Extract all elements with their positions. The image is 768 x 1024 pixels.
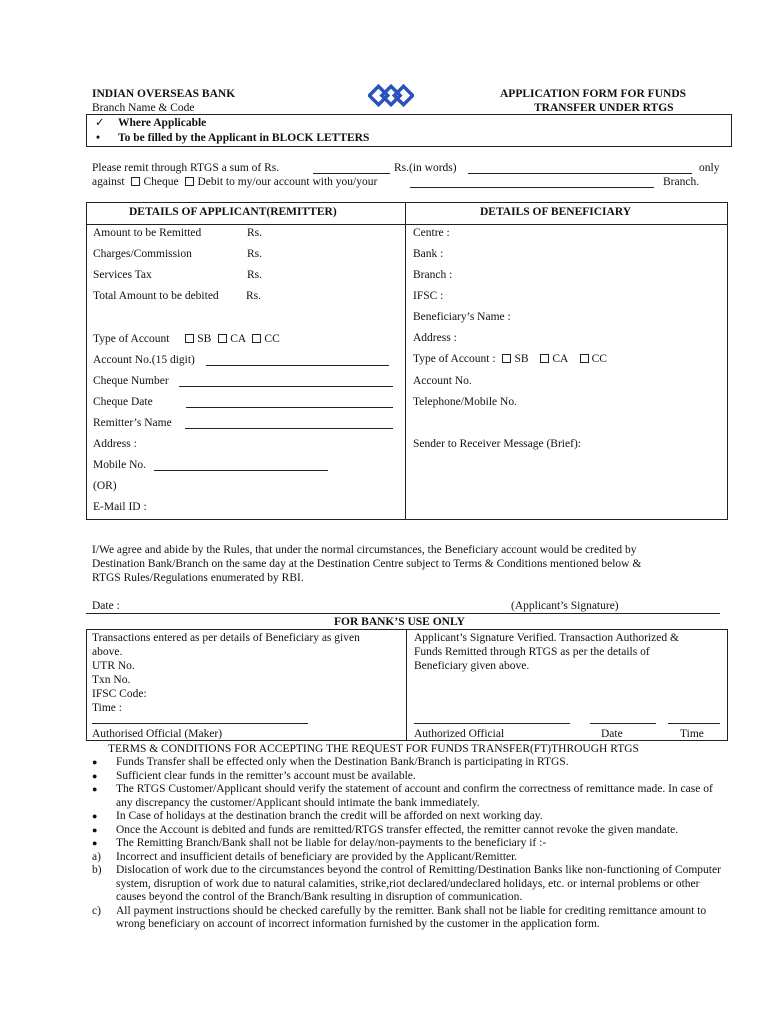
against-label: against (92, 176, 125, 188)
charges-rs: Rs. (247, 248, 263, 260)
bank-logo-icon (368, 80, 414, 116)
bullet-icon: • (96, 132, 101, 144)
term-text: All payment instructions should be checked carefully by the remitter. Bank shall not be liable for crediting remittance amount to wrong beneficiary on account of incorrect information furnished by the customer in the application form. (116, 904, 707, 930)
txn-label: Txn No. (92, 674, 131, 686)
terms-item (92, 864, 732, 905)
beneficiary-account-no-label: Account No. (413, 375, 472, 387)
account-type-label: Type of Account (93, 333, 170, 345)
maker-signature-line[interactable] (92, 723, 308, 724)
total-debited-label: Total Amount to be debited (93, 290, 219, 302)
terms-item (92, 905, 732, 932)
bank-left-line2: above. (92, 646, 123, 658)
terms-item (92, 810, 732, 824)
authorized-official-label: Authorized Official (414, 728, 505, 740)
bank-name: INDIAN OVERSEAS BANK (92, 88, 236, 100)
account-no-label: Account No.(15 digit) (93, 354, 195, 366)
authorized-time-line[interactable] (668, 723, 720, 724)
declaration-line2: Destination Bank/Branch on the same day at the Destination Centre subject to Terms & Conditions mentioned below & (92, 558, 642, 570)
authorized-time-label: Time (680, 728, 704, 740)
ca-label: CA (230, 333, 246, 345)
mobile-field[interactable] (154, 470, 328, 471)
cheque-option-label: Cheque (143, 176, 179, 188)
beneficiary-cc-checkbox[interactable] (580, 354, 589, 363)
only-label: only (699, 162, 720, 174)
applicant-account-type (93, 332, 280, 346)
cheque-number-field[interactable] (179, 386, 393, 387)
beneficiary-sb-checkbox[interactable] (502, 354, 511, 363)
term-text: Funds Transfer shall be effected only when the Destination Bank/Branch is participating in RTGS. (116, 756, 569, 768)
terms-item (92, 756, 732, 770)
authorized-date-label: Date (601, 728, 623, 740)
ifsc-code-label: IFSC Code: (92, 688, 147, 700)
beneficiary-address-label: Address : (413, 332, 457, 344)
debit-branch-field[interactable] (410, 187, 654, 188)
term-marker: ● (92, 757, 98, 767)
cc-label: CC (264, 333, 280, 345)
remitter-name-field[interactable] (185, 428, 393, 429)
term-text: Dislocation of work due to the circumstances beyond the control of Remitting/Destination Banks like non-functioning of Computer system, disruption of work due to natural calamities, strike,riot declared/undeclared holidays, etc. or internal problems or other causes beyond the control of the Branch/Bank resulting in disruption of communication. (116, 864, 721, 903)
charges-label: Charges/Commission (93, 248, 192, 260)
form-title-line1: APPLICATION FORM FOR FUNDS (500, 88, 687, 100)
block-letters-note: To be filled by the Applicant in BLOCK LETTERS (118, 132, 370, 144)
beneficiary-account-type-label: Type of Account : (413, 353, 496, 365)
cheque-date-field[interactable] (186, 407, 393, 408)
amount-words-field[interactable] (468, 173, 692, 174)
term-marker: c) (92, 904, 101, 917)
ifsc-label: IFSC : (413, 290, 444, 302)
cheque-checkbox[interactable] (131, 177, 140, 186)
cheque-number-label: Cheque Number (93, 375, 169, 387)
beneficiary-account-type (413, 352, 607, 366)
debit-checkbox[interactable] (185, 177, 194, 186)
telephone-label: Telephone/Mobile No. (413, 396, 517, 408)
term-text: Sufficient clear funds in the remitter’s account must be available. (116, 769, 416, 782)
services-tax-label: Services Tax (93, 269, 152, 281)
remit-line2 (92, 175, 377, 189)
terms-item (92, 824, 732, 838)
terms-item (92, 851, 732, 865)
declaration-line3: RTGS Rules/Regulations enumerated by RBI. (92, 572, 304, 584)
mobile-label: Mobile No. (93, 459, 147, 471)
beneficiary-ca-checkbox[interactable] (540, 354, 549, 363)
bank-right-line1: Applicant’s Signature Verified. Transaction Authorized & (414, 632, 679, 644)
term-marker: ● (92, 784, 98, 794)
form-title-line2: TRANSFER UNDER RTGS (534, 102, 674, 114)
email-label: E-Mail ID : (93, 501, 147, 513)
or-label: (OR) (93, 480, 117, 492)
centre-label: Centre : (413, 227, 450, 239)
term-text: The RTGS Customer/Applicant should verify the statement of account and confirm the correctness of remittance made. In case of any discrepancy the customer/Applicant should intimate the bank immediately. (116, 783, 713, 809)
bank-right-line3: Beneficiary given above. (414, 660, 530, 672)
total-debited-rs: Rs. (246, 290, 262, 302)
term-text: Once the Account is debited and funds are remitted/RTGS transfer effected, the remitter cannot revoke the given mandate. (116, 823, 679, 836)
beneficiary-heading: DETAILS OF BENEFICIARY (480, 206, 632, 218)
beneficiary-name-label: Beneficiary’s Name : (413, 311, 511, 323)
amount-remitted-label: Amount to be Remitted (93, 227, 202, 239)
term-marker: ● (92, 838, 98, 848)
amount-remitted-rs: Rs. (247, 227, 263, 239)
beneficiary-ca-label: CA (552, 353, 568, 365)
amount-figures-field[interactable] (313, 173, 390, 174)
where-applicable-note: Where Applicable (118, 117, 207, 129)
term-marker: ● (92, 770, 98, 781)
branch-label-beneficiary: Branch : (413, 269, 453, 281)
term-marker: ● (92, 824, 98, 835)
details-divider (405, 202, 406, 520)
term-text: The Remitting Branch/Bank shall not be liable for delay/non-payments to the beneficiary if :- (116, 837, 547, 849)
authorized-date-line[interactable] (590, 723, 656, 724)
remitter-name-label: Remitter’s Name (93, 417, 172, 429)
ca-checkbox[interactable] (218, 334, 227, 343)
terms-item (92, 770, 732, 784)
date-label: Date : (92, 600, 120, 612)
details-header-line (86, 224, 728, 225)
message-label: Sender to Receiver Message (Brief): (413, 438, 581, 450)
beneficiary-sb-label: SB (514, 353, 529, 365)
bank-label: Bank : (413, 248, 444, 260)
term-text: Incorrect and insufficient details of beneficiary are provided by the Applicant/Remitter. (116, 850, 518, 863)
services-tax-rs: Rs. (247, 269, 263, 281)
term-marker: a) (92, 850, 101, 863)
bank-left-line1: Transactions entered as per details of Beneficiary as given (92, 632, 360, 644)
declaration-line1: I/We agree and abide by the Rules, that under the normal circumstances, the Beneficiary account would be credited by (92, 544, 637, 556)
term-text: In Case of holidays at the destination branch the credit will be afforded on next working day. (116, 810, 543, 822)
account-no-field[interactable] (206, 365, 389, 366)
check-mark-icon: ✓ (95, 117, 105, 129)
remit-sum-label: Please remit through RTGS a sum of Rs. (92, 162, 280, 174)
cheque-date-label: Cheque Date (93, 396, 153, 408)
term-marker: b) (92, 864, 102, 876)
sb-checkbox[interactable] (185, 334, 194, 343)
beneficiary-cc-label: CC (591, 353, 607, 365)
applicant-signature-label: (Applicant’s Signature) (511, 600, 619, 612)
time-label: Time : (92, 702, 122, 714)
authorized-signature-line[interactable] (414, 723, 570, 724)
in-words-label: Rs.(in words) (394, 162, 457, 174)
bank-use-top-line (86, 613, 720, 614)
sb-label: SB (197, 333, 212, 345)
branch-suffix-label: Branch. (663, 176, 700, 188)
terms-item (92, 783, 732, 810)
applicant-heading: DETAILS OF APPLICANT(REMITTER) (129, 206, 337, 218)
term-marker: ● (92, 811, 98, 821)
bank-use-heading: FOR BANK’S USE ONLY (334, 616, 465, 628)
terms-heading: TERMS & CONDITIONS FOR ACCEPTING THE REQUEST FOR FUNDS TRANSFER(FT)THROUGH RTGS (108, 743, 639, 755)
debit-account-label: Debit to my/our account with you/your (197, 176, 378, 188)
cc-checkbox[interactable] (252, 334, 261, 343)
bank-use-divider (406, 629, 407, 741)
applicant-address-label: Address : (93, 438, 137, 450)
branch-label: Branch Name & Code (92, 102, 195, 114)
maker-label: Authorised Official (Maker) (92, 728, 223, 740)
bank-right-line2: Funds Remitted through RTGS as per the details of (414, 646, 650, 658)
terms-list (92, 756, 732, 932)
terms-item (92, 837, 732, 851)
utr-label: UTR No. (92, 660, 135, 672)
